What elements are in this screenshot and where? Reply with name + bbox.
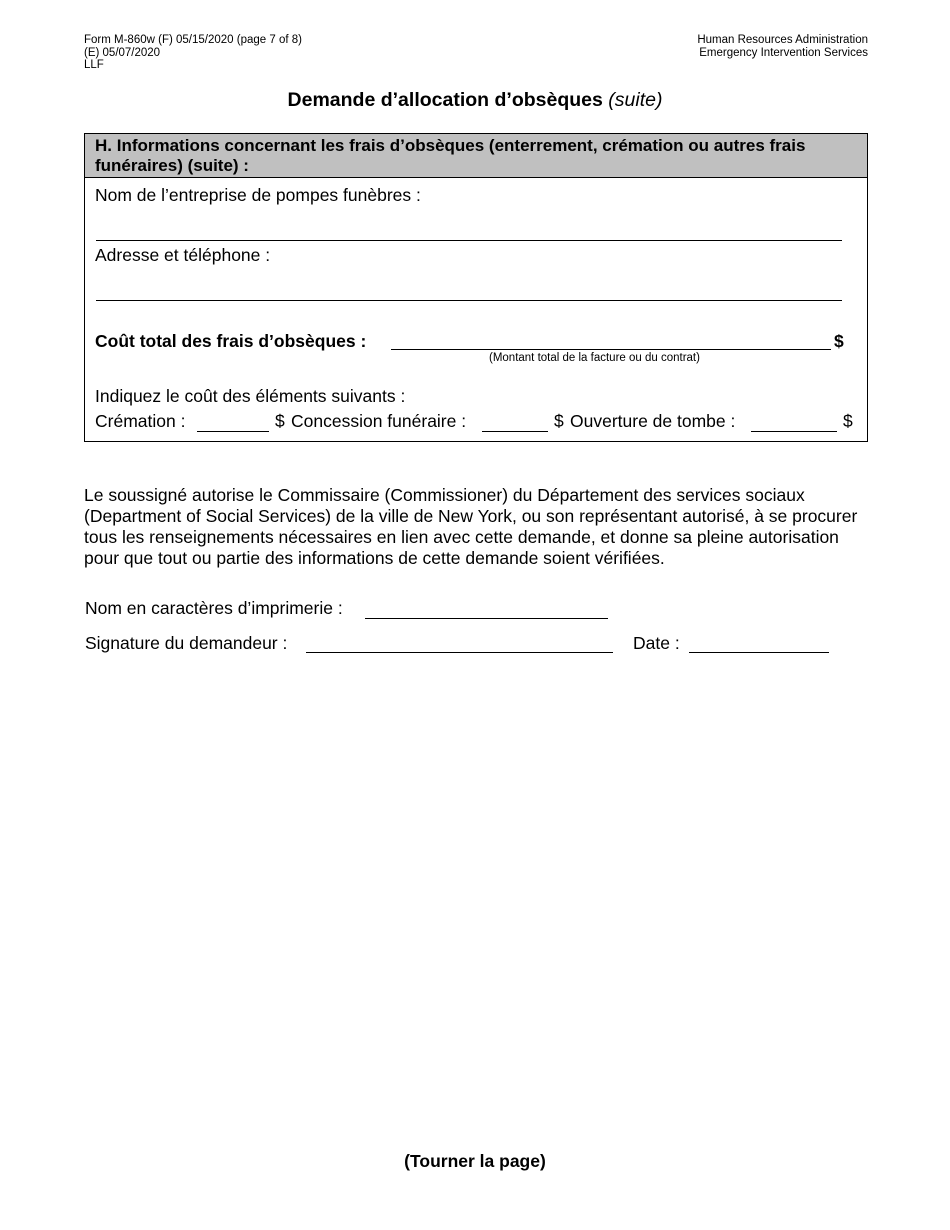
grave-opening-field[interactable] [751, 431, 837, 432]
form-language-code: LLF [84, 59, 104, 71]
printed-name-field[interactable] [365, 618, 608, 619]
applicant-signature-field[interactable] [306, 652, 613, 653]
total-cost-label: Coût total des frais d’obsèques : [95, 331, 367, 351]
cremation-label: Crémation : [95, 411, 186, 431]
items-intro: Indiquez le coût des éléments suivants : [95, 386, 406, 406]
turn-page-note: (Tourner la page) [404, 1151, 546, 1171]
form-identifier [84, 34, 302, 72]
total-cost-field[interactable] [391, 349, 831, 350]
address-phone-label: Adresse et téléphone : [95, 245, 271, 265]
cremation-field[interactable] [197, 431, 269, 432]
grave-opening-label: Ouverture de tombe : [570, 411, 736, 431]
address-phone-field[interactable] [96, 300, 842, 301]
page-title-main: Demande d’allocation d’obsèques [287, 89, 603, 111]
date-field[interactable] [689, 652, 829, 653]
date-label: Date : [633, 633, 680, 653]
concession-field[interactable] [482, 431, 548, 432]
agency-division: Emergency Intervention Services [699, 46, 868, 59]
form-english-date: (E) 05/07/2020 [84, 46, 161, 59]
section-h-header [85, 134, 867, 178]
total-cost-currency: $ [834, 331, 844, 351]
section-h-heading: H. Informations concernant les frais d’obsèques (enterrement, crémation ou autres frais funéraires) (suite) : [95, 136, 806, 175]
grave-opening-currency: $ [843, 411, 853, 431]
funeral-home-label: Nom de l’entreprise de pompes funèbres : [95, 185, 421, 205]
form-number: Form M-860w (F) 05/15/2020 (page 7 of 8) [84, 34, 302, 46]
page-title [0, 89, 950, 112]
agency-name: Human Resources Administration [697, 34, 868, 46]
cremation-currency: $ [275, 411, 285, 431]
section-h [84, 133, 868, 442]
page-title-suffix: (suite) [608, 89, 663, 111]
concession-currency: $ [554, 411, 564, 431]
total-cost-hint: (Montant total de la facture ou du contrat) [489, 352, 700, 364]
concession-label: Concession funéraire : [291, 411, 467, 431]
agency-info [697, 34, 868, 59]
applicant-signature-label: Signature du demandeur : [85, 633, 288, 653]
authorization-text: Le soussigné autorise le Commissaire (Commissioner) du Département des services sociaux (Department of Social Services) de la ville de New York, ou son représentant autorisé, à se procurer tous les renseignements nécessaires en lien avec cette demande, et donne sa pleine autorisation pour que tout ou partie des informations de cette demande soient vérifiées. [84, 485, 858, 568]
funeral-home-field[interactable] [96, 240, 842, 241]
printed-name-label: Nom en caractères d’imprimerie : [85, 598, 343, 618]
